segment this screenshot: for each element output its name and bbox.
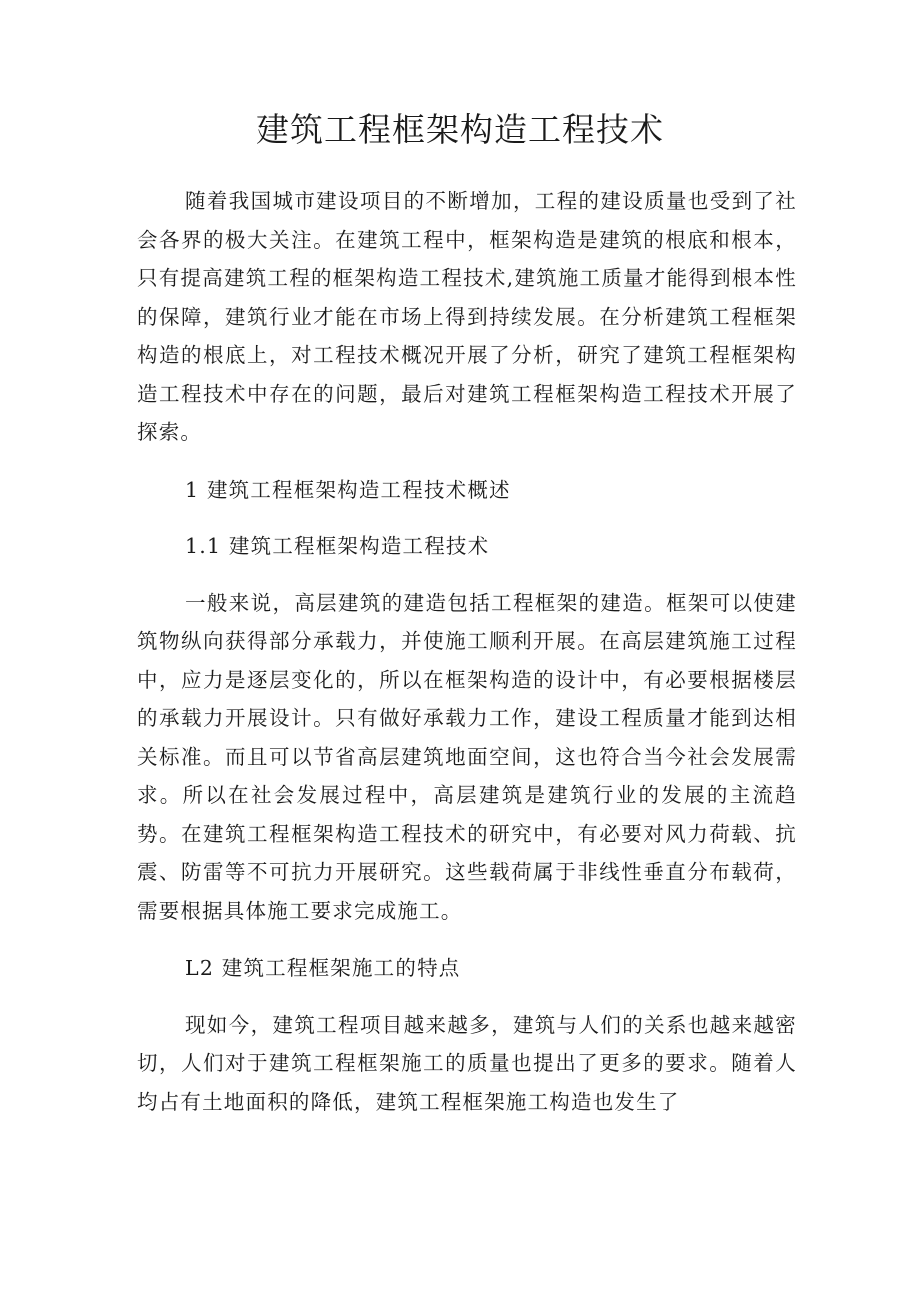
document-title: 建筑工程框架构造工程技术: [256, 110, 664, 149]
section-1-1-paragraph: 一般来说，高层建筑的建造包括工程框架的建造。框架可以使建筑物纵向获得部分承载力，并使施工顺利开展。在高层建筑施工过程中，应力是逐层变化的，所以在框架构造的设计中，有必要根据楼层的承载力开展设计。只有做好承载力工作，建设工程质量才能到达相关标准。而且可以节省高层建筑地面空间，这也符合当今社会发展需求。所以在社会发展过程中，高层建筑是建筑行业的发展的主流趋势。在建筑工程框架构造工程技术的研究中，有必要对风力荷载、抗震、防雷等不可抗力开展研究。这些载荷属于非线性垂直分布载荷，需要根据具体施工要求完成施工。: [137, 590, 797, 923]
document-body: [137, 182, 797, 1121]
section-1-2-heading: L2 建筑工程框架施工的特点: [185, 956, 461, 980]
section-1-2-paragraph: 现如今，建筑工程项目越来越多，建筑与人们的关系也越来越密切，人们对于建筑工程框架施工的质量也提出了更多的要求。随着人均占有土地面积的降低，建筑工程框架施工构造也发生了: [137, 1012, 797, 1114]
section-1-1-heading: 1.1 建筑工程框架构造工程技术: [185, 534, 490, 558]
intro-paragraph: 随着我国城市建设项目的不断增加，工程的建设质量也受到了社会各界的极大关注。在建筑工程中，框架构造是建筑的根底和根本，只有提高建筑工程的框架构造工程技术,建筑施工质量才能得到根本性的保障，建筑行业才能在市场上得到持续发展。在分析建筑工程框架构造的根底上，对工程技术概况开展了分析，研究了建筑工程框架构造工程技术中存在的问题，最后对建筑工程框架构造工程技术开展了探索。: [137, 189, 797, 444]
section-1-heading: 1 建筑工程框架构造工程技术概述: [185, 477, 511, 502]
